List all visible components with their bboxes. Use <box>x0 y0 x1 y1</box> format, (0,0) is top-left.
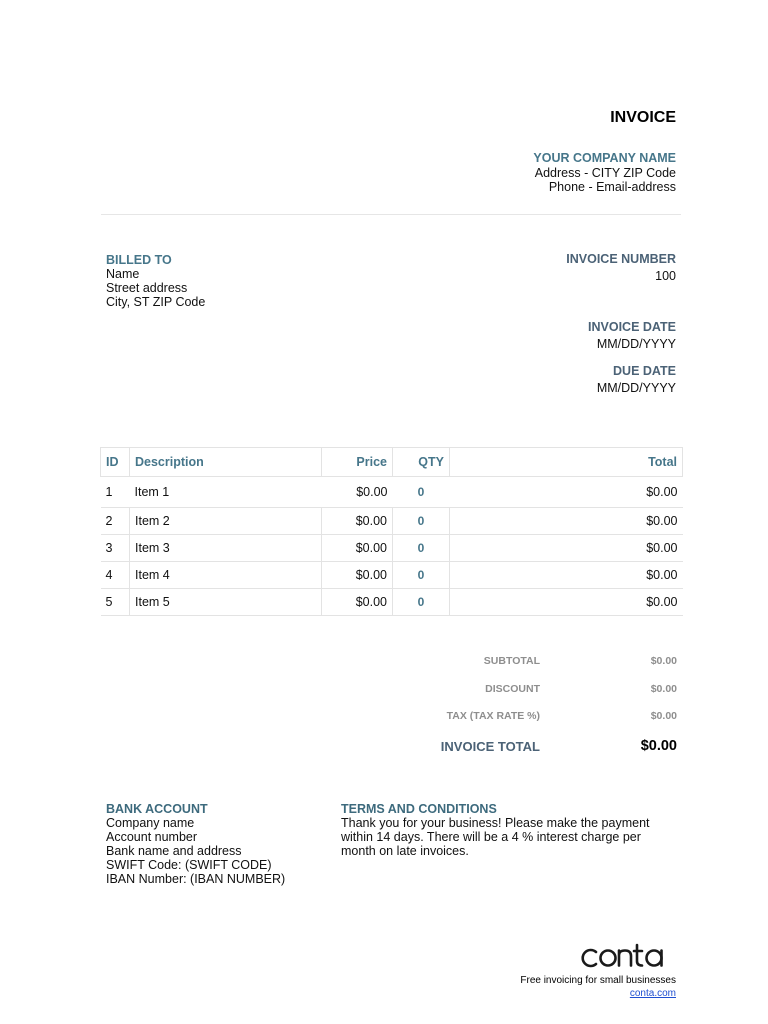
row-qty: 0 <box>393 535 450 562</box>
bank-account-block <box>106 802 285 886</box>
bank-line: SWIFT Code: (SWIFT CODE) <box>106 858 272 872</box>
row-total: $0.00 <box>450 477 683 508</box>
company-name: YOUR COMPANY NAME <box>533 151 676 165</box>
row-total: $0.00 <box>450 535 683 562</box>
billed-to-line: Name <box>106 267 140 281</box>
discount-label: DISCOUNT <box>485 683 540 695</box>
header-id: ID <box>101 448 130 477</box>
due-date-block <box>597 363 676 397</box>
terms-block <box>341 802 671 858</box>
discount-value: $0.00 <box>650 683 677 695</box>
company-contact: Phone - Email-address <box>548 180 676 194</box>
invoice-total-label: INVOICE TOTAL <box>440 739 540 754</box>
header-price: Price <box>322 448 393 477</box>
terms-text: Thank you for your business! Please make the payment within 14 days. There will be a 4 % interest charge per month on late invoices. <box>341 816 650 858</box>
company-address: Address - CITY ZIP Code <box>534 165 676 180</box>
row-price: $0.00 <box>322 535 393 562</box>
row-description: Item 2 <box>130 508 322 535</box>
row-total: $0.00 <box>450 508 683 535</box>
invoice-date-value: MM/DD/YYYY <box>596 337 676 351</box>
row-total: $0.00 <box>450 589 683 616</box>
items-table <box>100 447 683 616</box>
row-price: $0.00 <box>322 477 393 508</box>
row-price: $0.00 <box>322 589 393 616</box>
footer-tagline: Free invoicing for small businesses <box>520 975 676 986</box>
tax-label: TAX (TAX RATE %) <box>446 710 540 722</box>
footer-link[interactable]: conta.com <box>629 988 676 999</box>
row-id: 5 <box>101 589 130 616</box>
row-id: 2 <box>101 508 130 535</box>
row-price: $0.00 <box>322 562 393 589</box>
table-header-row <box>101 448 683 477</box>
conta-logo-icon <box>580 940 676 972</box>
billed-to-block <box>106 253 205 309</box>
row-qty: 0 <box>393 589 450 616</box>
billed-to-label: BILLED TO <box>106 253 172 267</box>
header-divider <box>101 214 681 215</box>
row-total: $0.00 <box>450 562 683 589</box>
invoice-total-value: $0.00 <box>640 738 677 754</box>
invoice-number-label: INVOICE NUMBER <box>566 252 676 266</box>
subtotal-value: $0.00 <box>650 655 677 667</box>
invoice-date-label: INVOICE DATE <box>588 320 676 334</box>
subtotal-label: SUBTOTAL <box>483 655 540 667</box>
due-date-label: DUE DATE <box>613 364 676 378</box>
bank-line: IBAN Number: (IBAN NUMBER) <box>106 872 286 886</box>
conta-logo <box>580 940 676 977</box>
row-description: Item 4 <box>130 562 322 589</box>
bank-line: Company name <box>106 816 195 830</box>
header-total: Total <box>450 448 683 477</box>
row-description: Item 1 <box>130 477 322 508</box>
bank-account-label: BANK ACCOUNT <box>106 802 208 816</box>
bank-line: Bank name and address <box>106 844 242 858</box>
table-row <box>101 508 683 535</box>
invoice-number-block <box>566 251 676 285</box>
row-qty: 0 <box>393 477 450 508</box>
row-price: $0.00 <box>322 508 393 535</box>
invoice-number-value: 100 <box>655 269 676 283</box>
table-row <box>101 535 683 562</box>
table-row <box>101 477 683 508</box>
terms-label: TERMS AND CONDITIONS <box>341 802 497 816</box>
invoice-date-block <box>588 319 676 353</box>
row-qty: 0 <box>393 562 450 589</box>
billed-to-line: Street address <box>106 281 188 295</box>
row-description: Item 5 <box>130 589 322 616</box>
billed-to-line: City, ST ZIP Code <box>106 295 206 309</box>
row-id: 3 <box>101 535 130 562</box>
header-qty: QTY <box>393 448 450 477</box>
row-id: 1 <box>101 477 130 508</box>
due-date-value: MM/DD/YYYY <box>596 381 676 395</box>
row-id: 4 <box>101 562 130 589</box>
row-qty: 0 <box>393 508 450 535</box>
company-block <box>533 151 676 195</box>
table-row <box>101 562 683 589</box>
bank-line: Account number <box>106 830 198 844</box>
invoice-title: INVOICE <box>610 109 676 126</box>
header-description: Description <box>130 448 322 477</box>
table-row <box>101 589 683 616</box>
tax-value: $0.00 <box>650 710 677 722</box>
row-description: Item 3 <box>130 535 322 562</box>
